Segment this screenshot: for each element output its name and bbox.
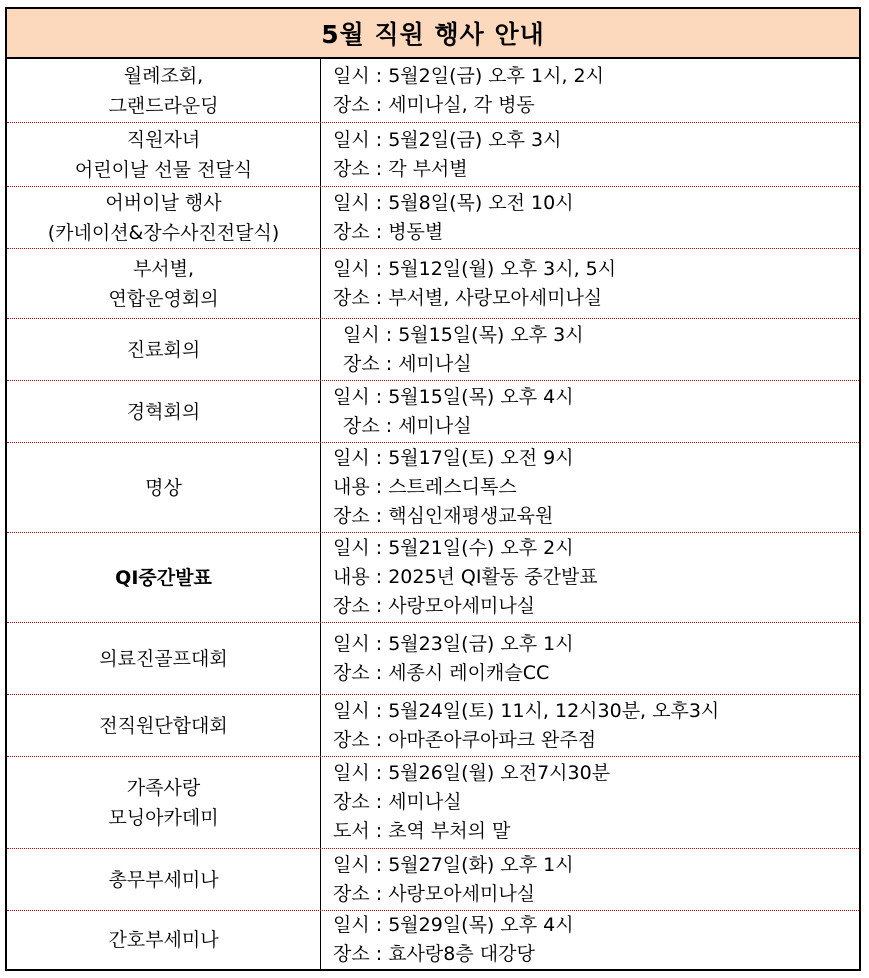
event-detail-cell [321, 123, 859, 186]
event-name-cell [7, 757, 321, 848]
event-name-line: 어린이날 선물 전달식 [74, 158, 253, 181]
table-row [7, 757, 859, 849]
table-row [7, 319, 859, 381]
event-detail-cell [321, 381, 859, 442]
event-name-cell [7, 533, 321, 622]
event-name-cell [7, 623, 321, 694]
event-detail-line: 장소 : 세미나실 [343, 352, 472, 375]
event-detail-line: 일시 : 5월2일(금) 오후 3시 [333, 128, 562, 151]
event-name-line: 경혁회의 [126, 400, 201, 423]
event-detail-cell [321, 319, 859, 380]
event-name-line: 간호부세미나 [108, 929, 219, 951]
event-name-line: 총무부세미나 [108, 868, 219, 891]
event-detail-cell [321, 695, 859, 756]
table-row [7, 849, 859, 911]
event-detail-cell [321, 623, 859, 694]
event-detail-line: 일시 : 5월12일(월) 오후 3시, 5시 [333, 257, 617, 280]
event-detail-line: 장소 : 아마존아쿠아파크 완주점 [333, 728, 597, 751]
table-row [7, 187, 859, 249]
event-name-line: 가족사랑 [126, 776, 201, 799]
event-name-cell [7, 695, 321, 756]
event-detail-line: 일시 : 5월15일(목) 오후 4시 [333, 385, 574, 408]
event-detail-cell [321, 187, 859, 248]
event-detail-line: 일시 : 5월17일(토) 오전 9시 [333, 447, 574, 469]
table-row [7, 623, 859, 695]
event-name-line: (카네이션&장수사진전달식) [47, 221, 280, 244]
event-detail-line: 장소 : 병동별 [333, 220, 444, 243]
event-detail-line: 일시 : 5월2일(금) 오후 1시, 2시 [333, 64, 605, 87]
event-detail-line: 도서 : 초역 부처의 말 [333, 820, 511, 842]
event-detail-line: 일시 : 5월24일(토) 11시, 12시30분, 오후3시 [333, 699, 720, 722]
event-detail-line: 일시 : 5월27일(화) 오후 1시 [333, 853, 574, 876]
event-detail-line: 장소 : 세미나실 [343, 414, 472, 437]
event-name-line: 어버이날 행사 [105, 191, 222, 214]
table-title: 5월 직원 행사 안내 [7, 9, 859, 59]
event-name-cell [7, 911, 321, 969]
event-name-cell [7, 249, 321, 318]
table-row [7, 911, 859, 969]
event-name-line: 명상 [145, 476, 182, 499]
event-detail-cell [321, 849, 859, 910]
event-detail-line: 일시 : 5월26일(월) 오전7시30분 [333, 762, 611, 784]
event-name-cell [7, 849, 321, 910]
event-detail-cell [321, 249, 859, 318]
event-detail-line: 장소 : 세종시 레이캐슬CC [333, 661, 550, 684]
event-detail-line: 장소 : 세미나실 [333, 791, 462, 813]
event-name-line: 연합운영회의 [108, 287, 219, 310]
table-row [7, 695, 859, 757]
event-detail-line: 일시 : 5월23일(금) 오후 1시 [333, 632, 574, 655]
event-detail-line: 장소 : 사랑모아세미나실 [333, 595, 536, 617]
event-name-cell [7, 123, 321, 186]
event-name-cell [7, 443, 321, 532]
event-detail-line: 장소 : 부서별, 사랑모아세미나실 [333, 286, 603, 309]
event-name-line: 직원자녀 [126, 128, 201, 151]
event-detail-cell [321, 59, 859, 122]
table-row [7, 443, 859, 533]
event-rows [7, 59, 859, 969]
event-name-line: 부서별, [132, 257, 195, 280]
event-detail-line: 일시 : 5월29일(목) 오후 4시 [333, 914, 574, 936]
event-detail-line: 일시 : 5월8일(목) 오전 10시 [333, 191, 574, 214]
event-name-line: QI중간발표 [115, 566, 212, 589]
event-name-line: 진료회의 [126, 338, 201, 361]
event-detail-line: 장소 : 핵심인재평생교육원 [333, 505, 554, 527]
event-name-line: 모닝아카데미 [108, 806, 219, 829]
event-detail-cell [321, 757, 859, 848]
event-detail-cell [321, 443, 859, 532]
event-detail-cell [321, 911, 859, 969]
event-name-line: 그랜드라운딩 [108, 94, 219, 117]
event-detail-cell [321, 533, 859, 622]
event-detail-line: 일시 : 5월15일(목) 오후 3시 [343, 323, 584, 346]
event-notice-table [5, 7, 861, 971]
event-detail-line: 장소 : 세미나실, 각 병동 [333, 93, 535, 116]
event-detail-line: 장소 : 각 부서별 [333, 157, 468, 180]
table-row [7, 381, 859, 443]
event-name-line: 월례조회, [123, 64, 204, 87]
event-name-line: 의료진골프대회 [99, 647, 228, 670]
event-name-cell [7, 59, 321, 122]
event-name-cell [7, 381, 321, 442]
table-row [7, 249, 859, 319]
event-detail-line: 내용 : 2025년 QI활동 중간발표 [333, 566, 598, 588]
event-detail-line: 장소 : 효사랑8층 대강당 [333, 943, 535, 965]
table-row [7, 59, 859, 123]
event-detail-line: 장소 : 사랑모아세미나실 [333, 882, 536, 905]
event-detail-line: 일시 : 5월21일(수) 오후 2시 [333, 537, 574, 559]
table-row [7, 533, 859, 623]
event-name-cell [7, 319, 321, 380]
event-name-line: 전직원단합대회 [99, 714, 228, 737]
table-row [7, 123, 859, 187]
event-detail-line: 내용 : 스트레스디톡스 [333, 476, 517, 498]
event-name-cell [7, 187, 321, 248]
